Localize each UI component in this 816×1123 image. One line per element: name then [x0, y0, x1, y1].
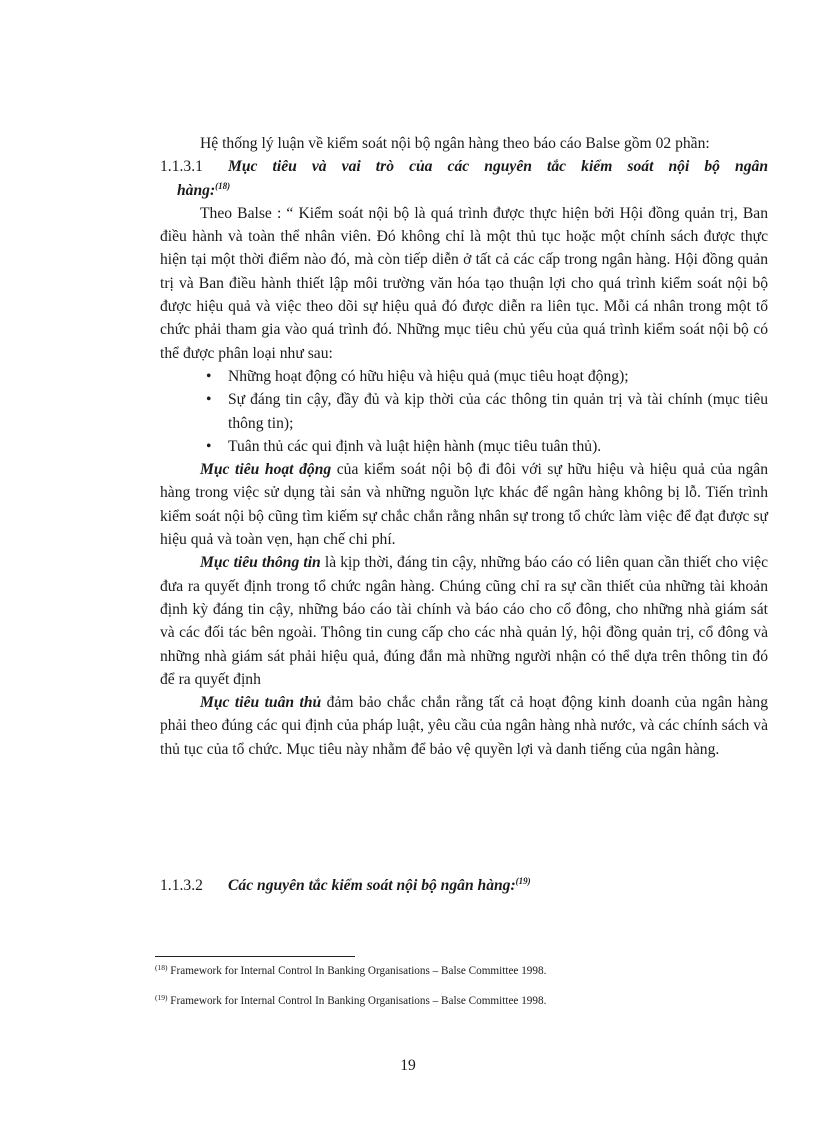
operations-objective-text: của kiểm soát nội bộ đi đôi với sự hữu hiệu và hiệu quả của ngân hàng trong việc sử dụng tài sản và những nguồn lực khác để ngân hàng không bị lỗ. Tiến trình kiểm soát nội bộ cũng tìm kiếm sự chắc chắn rằng nhân sự trong tổ chức làm việc để đạt được sự hiệu quả và toàn vẹn, hạn chế chi phí. — [160, 461, 768, 549]
footnote-19 — [155, 994, 546, 1008]
section-number: 1.1.3.1 — [160, 158, 203, 176]
information-objective-text: là kịp thời, đáng tin cậy, những báo cáo có liên quan cần thiết cho việc đưa ra quyết định trong tổ chức ngân hàng. Chúng cũng chỉ ra sự cần thiết của những tài khoản định kỳ đáng tin cậy, những báo cáo tài chính và báo cáo cho cổ đông, cho những nhà giám sát và các đối tác bên ngoài. Thông tin cung cấp cho các nhà quản lý, hội đồng quản trị, cổ đông và những nhà giám sát phải hiệu quả, đúng đắn mà những người nhận có thể dựa trên thông tin đó để ra quyết định — [160, 554, 768, 688]
section-heading-1-1-3-2 — [160, 877, 531, 895]
balse-definition-paragraph: Theo Balse : “ Kiểm soát nội bộ là quá trình được thực hiện bởi Hội đồng quản trị, Ban điều hành và toàn thể nhân viên. Đó không chỉ là một thủ tục hoặc một chính sách được thực hiện tại một thời điểm nào đó, mà còn tiếp diễn ở tất cả các cấp trong ngân hàng. Hội đồng quản trị và Ban điều hành thiết lập môi trường văn hóa tạo thuận lợi cho quá trình kiểm soát nội bộ được hiệu quả và việc theo dõi sự hiệu quả đó được diễn ra liên tục. Mỗi cá nhân trong một tổ chức phải tham gia vào quá trình đó. Những mục tiêu chủ yếu của quá trình kiểm soát nội bộ có thể được phân loại như sau: — [160, 204, 768, 362]
compliance-objective-paragraph — [160, 691, 768, 761]
footnote-text: Framework for Internal Control In Banking Organisations – Balse Committee 1998. — [167, 995, 547, 1007]
operations-objective-label: Mục tiêu hoạt động — [200, 461, 332, 479]
section-title-continuation: hàng: — [177, 181, 216, 199]
section-title — [228, 877, 531, 895]
body-text — [160, 132, 768, 761]
objectives-list — [160, 365, 768, 458]
section-title-line-1: Mục tiêu và vai trò của các nguyên tắc kiểm soát nội bộ ngân — [228, 158, 768, 176]
list-item: • Những hoạt động có hữu hiệu và hiệu quả (mục tiêu hoạt động); — [160, 365, 768, 388]
section-title-text: Các nguyên tắc kiểm soát nội bộ ngân hàng: — [228, 877, 516, 894]
compliance-objective-text: đảm bảo chắc chắn rằng tất cả hoạt động kinh doanh của ngân hàng phải theo đúng các qui định của pháp luật, yêu cầu của ngân hàng nhà nước, và các chính sách và thủ tục của tổ chức. Mục tiêu này nhằm để bảo vệ quyền lợi và danh tiếng của ngân hàng. — [160, 694, 768, 758]
footnote-ref-19: (19) — [515, 876, 531, 886]
footnote-separator — [155, 956, 355, 957]
footnote-marker: (19) — [155, 993, 168, 1002]
compliance-objective-label: Mục tiêu tuân thủ — [200, 694, 322, 712]
information-objective-paragraph — [160, 551, 768, 691]
intro-paragraph: Hệ thống lý luận về kiểm soát nội bộ ngân hàng theo báo cáo Balse gồm 02 phần: — [200, 135, 710, 152]
footnote-18 — [155, 964, 546, 978]
list-item: • Sự đáng tin cậy, đầy đủ và kịp thời của các thông tin quản trị và tài chính (mục tiêu thông tin); — [160, 388, 768, 435]
information-objective-label: Mục tiêu thông tin — [200, 554, 321, 572]
list-item: • Tuân thủ các qui định và luật hiện hành (mục tiêu tuân thủ). — [160, 435, 768, 458]
operations-objective-paragraph — [160, 458, 768, 551]
page-number: 19 — [400, 1057, 416, 1074]
footnote-marker: (18) — [155, 963, 168, 972]
section-number: 1.1.3.2 — [160, 877, 203, 894]
footnote-ref-18: (18) — [215, 180, 231, 191]
section-heading-1-1-3-1 — [160, 155, 768, 178]
section-title-line-2 — [160, 179, 768, 202]
footnote-text: Framework for Internal Control In Banking Organisations – Balse Committee 1998. — [167, 965, 547, 977]
